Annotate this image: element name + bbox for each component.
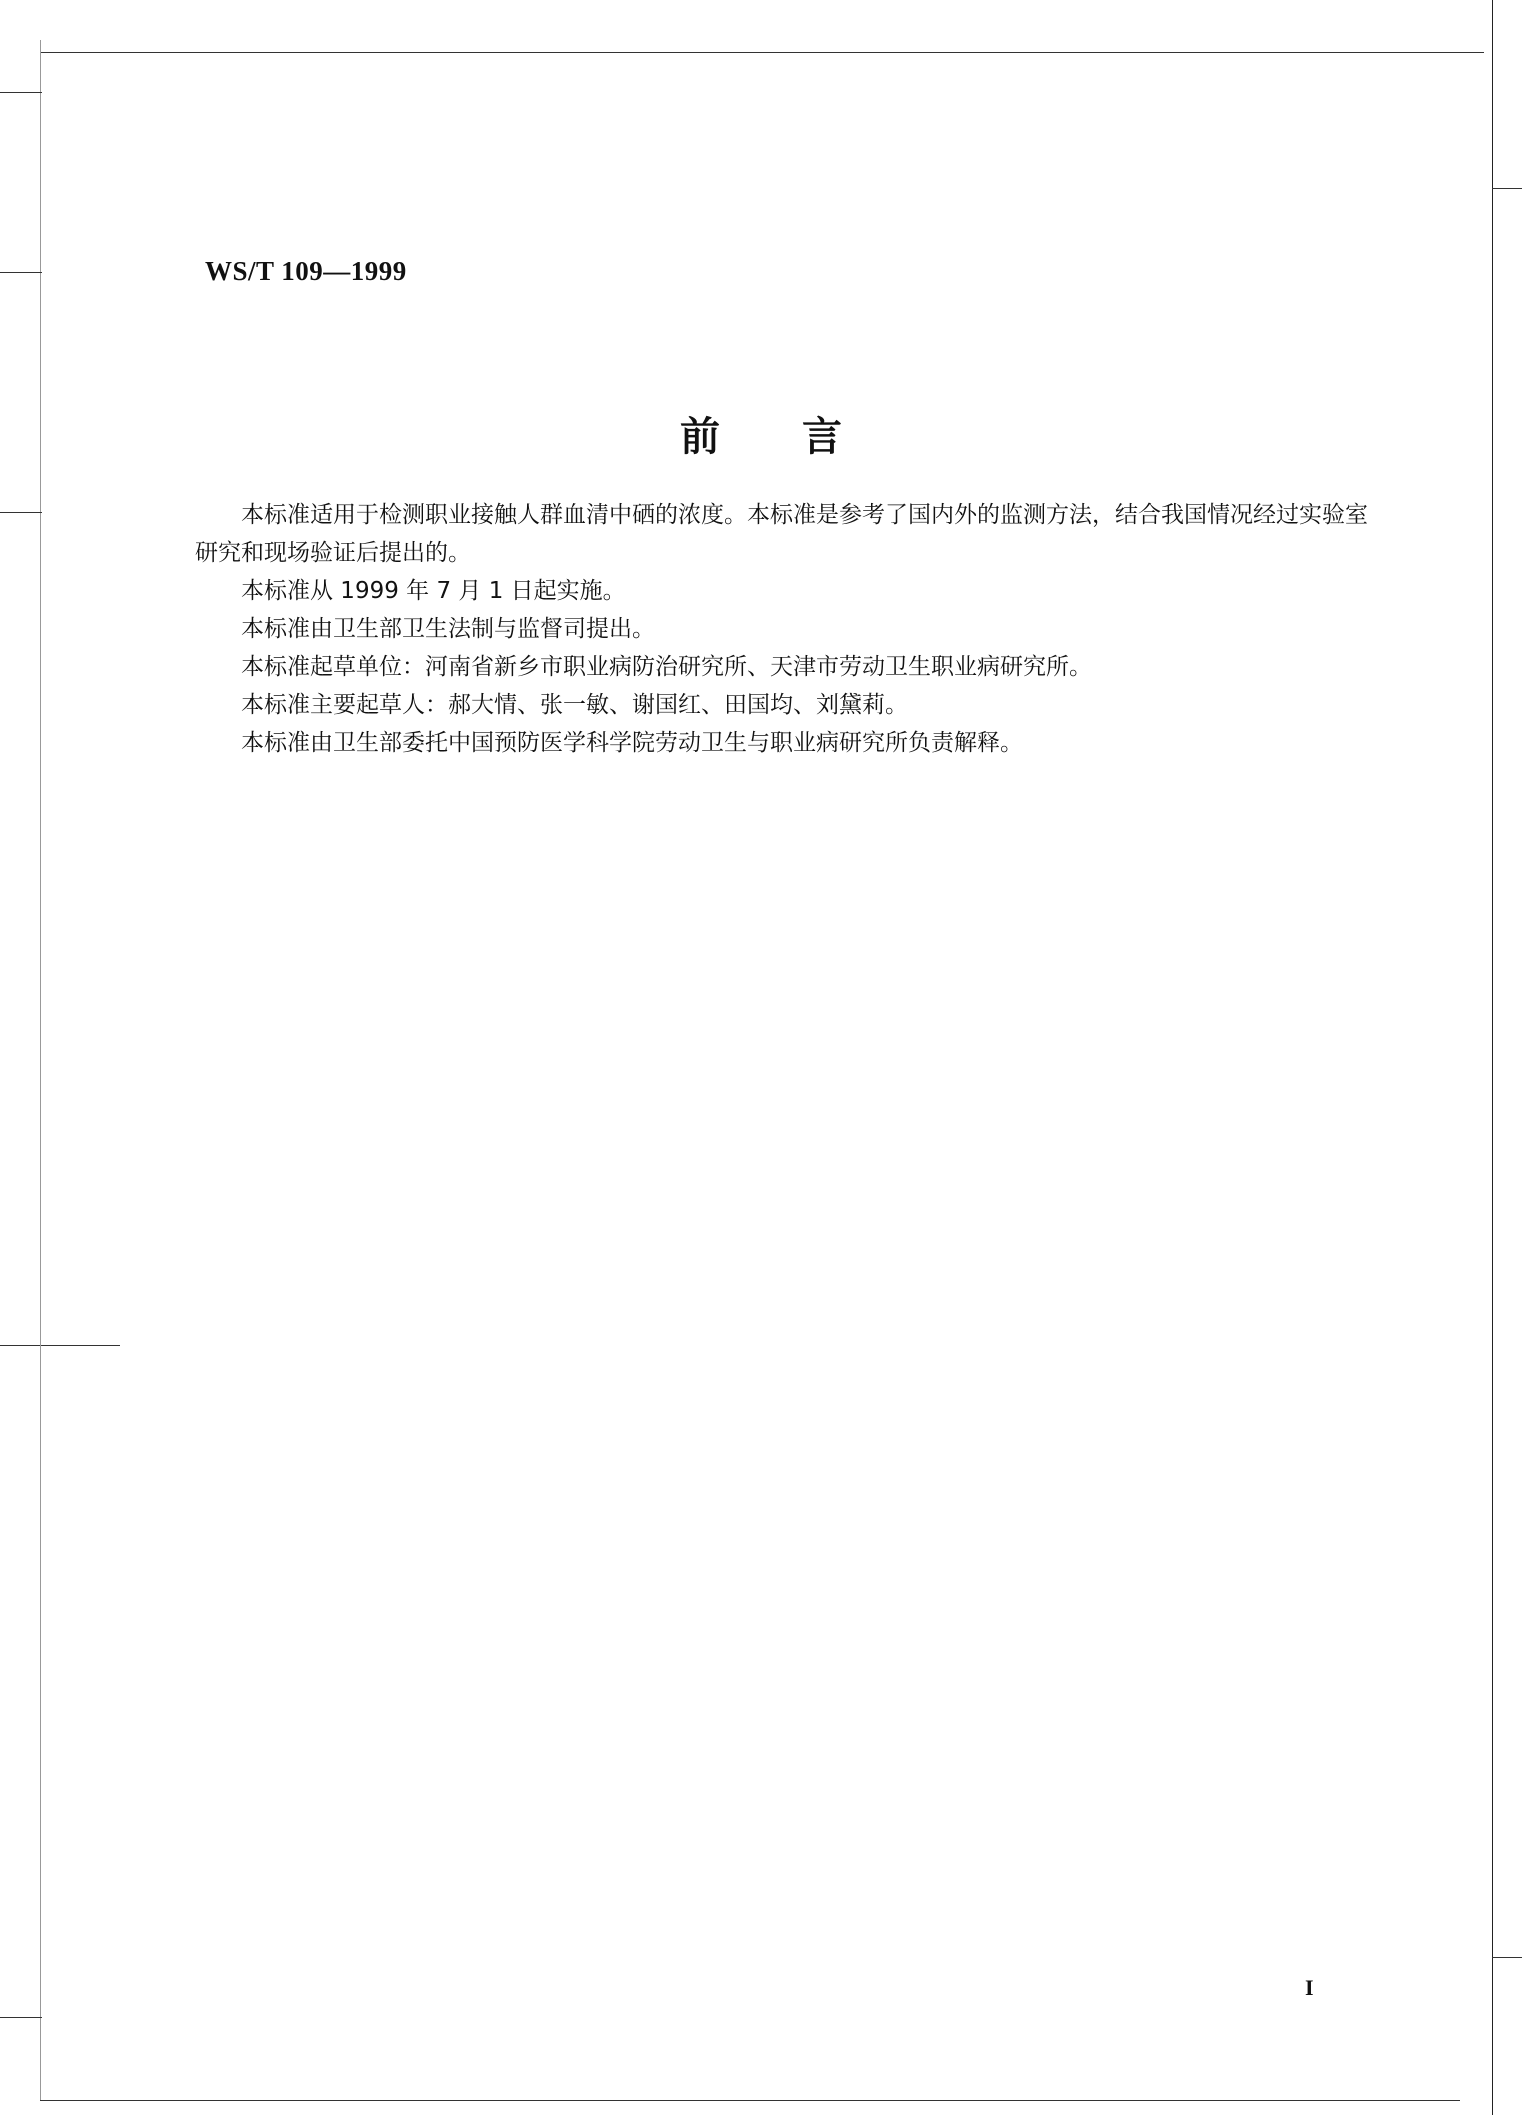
paragraph: 本标准起草单位：河南省新乡市职业病防治研究所、天津市劳动卫生职业病研究所。 [241, 654, 1092, 680]
paragraph: 本标准由卫生部卫生法制与监督司提出。 [241, 616, 655, 642]
scan-border-bottom [40, 2100, 1460, 2101]
scan-tick [0, 92, 42, 93]
scan-tick [0, 512, 42, 513]
paragraph: 本标准由卫生部委托中国预防医学科学院劳动卫生与职业病研究所负责解释。 [241, 730, 1023, 756]
page-title: 前言 [680, 414, 924, 460]
page-number: I [1305, 1975, 1314, 2000]
scan-border-mid [0, 1345, 120, 1346]
scan-border-right [1492, 0, 1493, 2115]
document-body [195, 496, 1370, 762]
scan-tick [1492, 188, 1522, 189]
document-code: WS/T 109—1999 [205, 256, 407, 286]
scan-tick [1492, 1957, 1522, 1958]
scan-tick [0, 2017, 42, 2018]
paragraph: 本标准主要起草人：郝大情、张一敏、谢国红、田国均、刘黛莉。 [241, 692, 908, 718]
scan-border-left [40, 40, 41, 2100]
paragraph: 本标准适用于检测职业接触人群血清中硒的浓度。本标准是参考了国内外的监测方法，结合我国情况经过实验室研究和现场验证后提出的。 [195, 502, 1368, 566]
paragraph: 本标准从 1999 年 7 月 1 日起实施。 [241, 578, 626, 604]
scan-tick [0, 272, 42, 273]
scan-border-top [40, 52, 1484, 53]
